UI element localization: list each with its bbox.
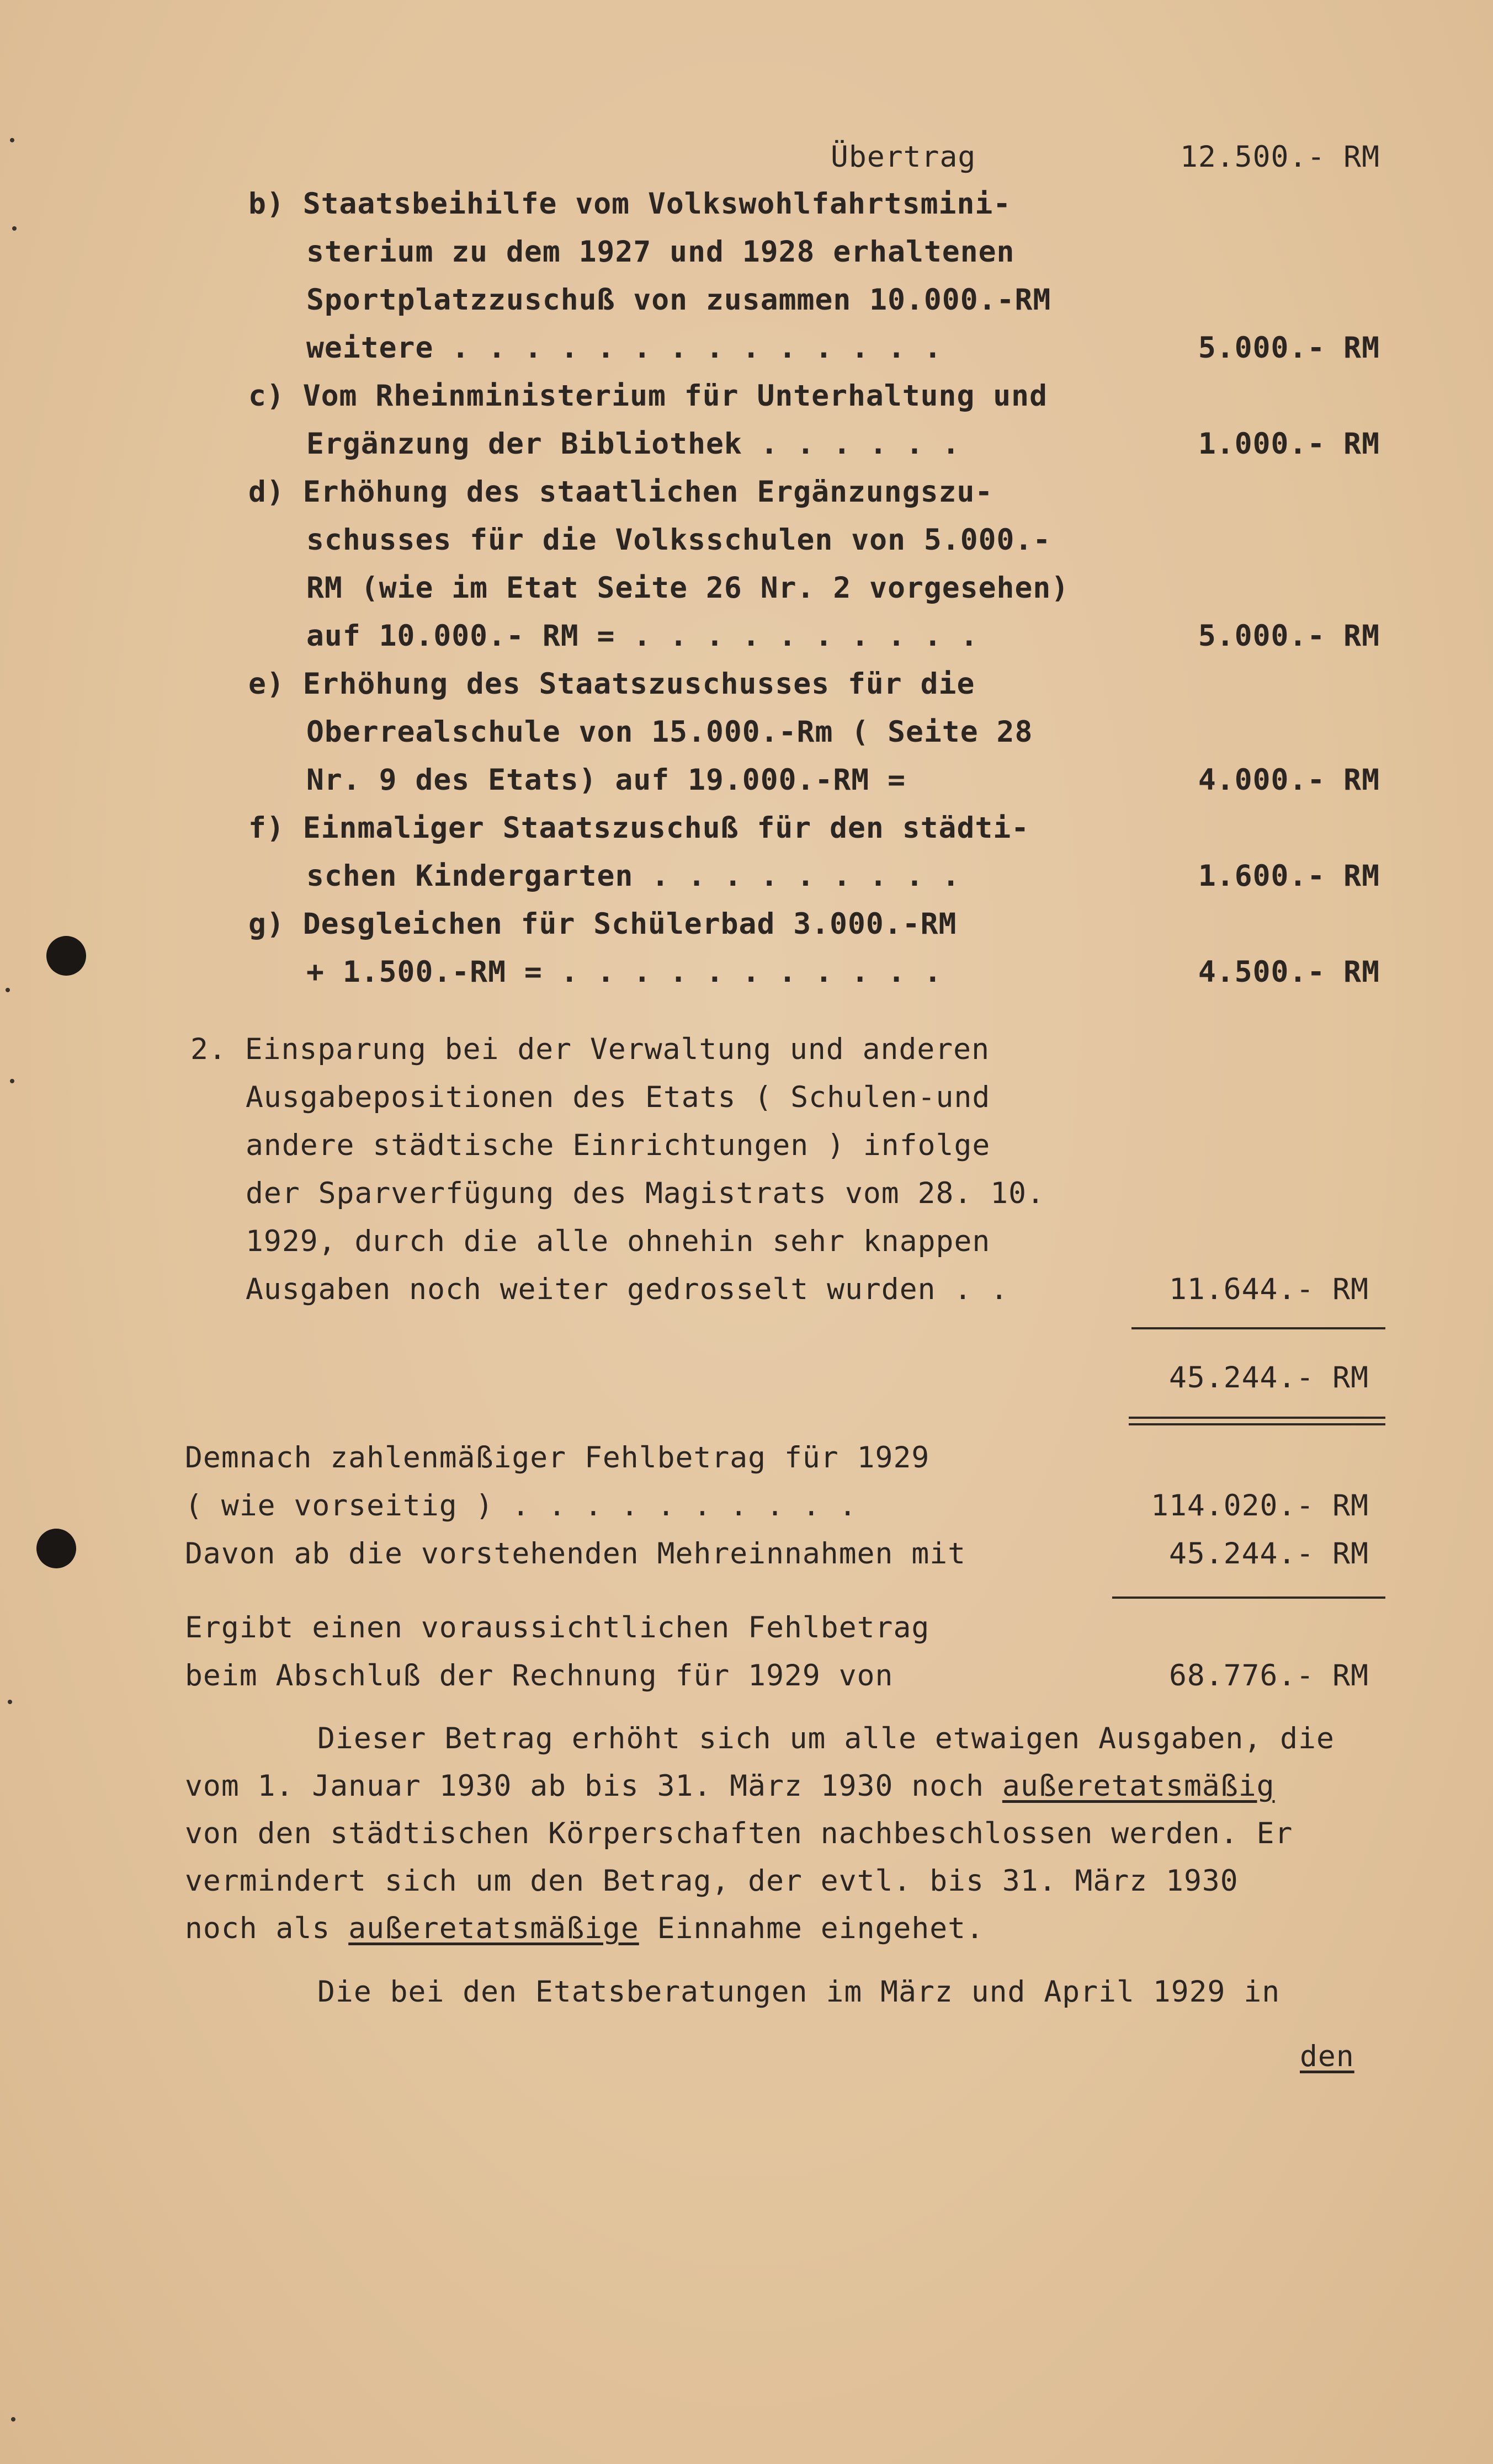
- paragraph-1-line: [185, 1770, 1275, 1803]
- paragraph-1-line: [185, 1912, 984, 1945]
- edge-speck: [10, 138, 14, 142]
- paragraph-1-text: Einnahme eingehet.: [639, 1912, 984, 1945]
- item-d-line: schusses für die Volksschulen von 5.000.-: [306, 523, 1051, 557]
- item-2-line: 2. Einsparung bei der Verwaltung und anderen: [190, 1033, 990, 1066]
- result-line: Ergibt einen voraussichtlichen Fehlbetrag: [185, 1611, 930, 1645]
- edge-speck: [10, 1079, 14, 1083]
- edge-speck: [11, 2417, 15, 2422]
- item-g-line: g) Desgleichen für Schülerbad 3.000.-RM: [248, 907, 957, 941]
- item-e-line: e) Erhöhung des Staatszuschusses für die: [248, 667, 975, 701]
- deficit-minus-label: Davon ab die vorstehenden Mehreinnahmen mit: [185, 1537, 966, 1571]
- item-2-line: andere städtische Einrichtungen ) infolge: [246, 1129, 991, 1162]
- item-f-line: schen Kindergarten . . . . . . . . .: [306, 859, 960, 893]
- item-d-line: d) Erhöhung des staatlichen Ergänzungszu-: [248, 475, 993, 509]
- item-b-amount: 5.000.- RM: [1198, 331, 1380, 365]
- catchword: [1300, 2040, 1354, 2073]
- item-d-line: RM (wie im Etat Seite 26 Nr. 2 vorgesehen): [306, 571, 1070, 605]
- edge-speck: [6, 988, 10, 992]
- item-2-amount: 11.644.- RM: [1169, 1273, 1369, 1306]
- paragraph-1-line: vermindert sich um den Betrag, der evtl. bis 31. März 1930: [185, 1864, 1239, 1898]
- result-amount: 68.776.- RM: [1169, 1659, 1369, 1693]
- item-e-line: Nr. 9 des Etats) auf 19.000.-RM =: [306, 763, 906, 797]
- edge-speck: [8, 1700, 12, 1704]
- result-line: beim Abschluß der Rechnung für 1929 von: [185, 1659, 894, 1693]
- item-g-line: + 1.500.-RM = . . . . . . . . . . .: [306, 955, 942, 989]
- item-c-line: Ergänzung der Bibliothek . . . . . .: [306, 427, 960, 461]
- item-b-line: sterium zu dem 1927 und 1928 erhaltenen: [306, 235, 1015, 269]
- item-2-line: Ausgabepositionen des Etats ( Schulen-und: [246, 1081, 991, 1114]
- double-rule-bottom: [1129, 1423, 1385, 1425]
- punch-hole-bottom: [36, 1529, 76, 1568]
- carry-over-amount: 12.500.- RM: [1180, 140, 1380, 174]
- item-g-amount: 4.500.- RM: [1198, 955, 1380, 989]
- deficit-amount: 114.020.- RM: [1151, 1489, 1369, 1523]
- carry-over-label: Übertrag: [831, 140, 976, 174]
- item-f-line: f) Einmaliger Staatszuschuß für den städti-: [248, 811, 1030, 845]
- underlined-word: außeretatsmäßige: [348, 1912, 639, 1945]
- item-e-line: Oberrealschule von 15.000.-Rm ( Seite 28: [306, 715, 1033, 749]
- paragraph-1-line: von den städtischen Körperschaften nachbeschlossen werden. Er: [185, 1817, 1293, 1850]
- item-2-line: 1929, durch die alle ohnehin sehr knappen: [246, 1225, 991, 1258]
- item-c-line: c) Vom Rheinministerium für Unterhaltung und: [248, 379, 1048, 413]
- deficit-minus-amount: 45.244.- RM: [1169, 1537, 1369, 1571]
- paragraph-1-line: Dieser Betrag erhöht sich um alle etwaigen Ausgaben, die: [317, 1722, 1335, 1755]
- paragraph-1-text: vom 1. Januar 1930 ab bis 31. März 1930 noch: [185, 1769, 1002, 1803]
- item-f-amount: 1.600.- RM: [1198, 859, 1380, 893]
- catchword-text: den: [1300, 2040, 1354, 2073]
- paragraph-2: Die bei den Etatsberatungen im März und April 1929 in: [317, 1975, 1281, 2009]
- double-rule-top: [1129, 1417, 1385, 1419]
- item-b-line: Sportplatzzuschuß von zusammen 10.000.-RM: [306, 283, 1051, 317]
- item-b-line: weitere . . . . . . . . . . . . . .: [306, 331, 942, 365]
- deficit-line: ( wie vorseitig ) . . . . . . . . . .: [185, 1489, 857, 1523]
- item-d-amount: 5.000.- RM: [1198, 619, 1380, 653]
- sum-rule: [1131, 1327, 1385, 1329]
- item-b-line: b) Staatsbeihilfe vom Volkswohlfahrtsmini-: [248, 187, 1012, 221]
- paragraph-1-text: noch als: [185, 1912, 349, 1945]
- difference-rule: [1112, 1596, 1385, 1599]
- item-2-line: Ausgaben noch weiter gedrosselt wurden . .: [246, 1273, 1009, 1306]
- item-d-line: auf 10.000.- RM = . . . . . . . . . .: [306, 619, 979, 653]
- item-2-line: der Sparverfügung des Magistrats vom 28. 10.: [246, 1177, 1045, 1210]
- item-c-amount: 1.000.- RM: [1198, 427, 1380, 461]
- edge-speck: [12, 226, 17, 231]
- total-amount: 45.244.- RM: [1169, 1361, 1369, 1395]
- item-e-amount: 4.000.- RM: [1198, 763, 1380, 797]
- deficit-line: Demnach zahlenmäßiger Fehlbetrag für 1929: [185, 1441, 930, 1475]
- underlined-word: außeretatsmäßig: [1002, 1769, 1275, 1803]
- punch-hole-top: [46, 936, 86, 976]
